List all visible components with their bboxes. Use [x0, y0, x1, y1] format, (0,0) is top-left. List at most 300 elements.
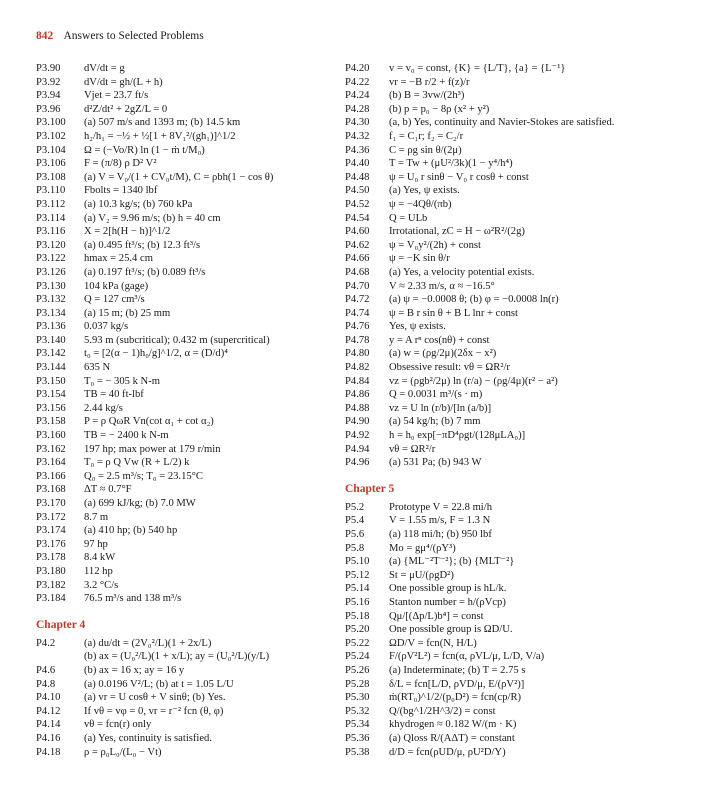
problem-number: P4.14	[36, 719, 61, 731]
answer-entry	[36, 691, 326, 705]
answer-text: dV/dt = gh/(L + h)	[84, 76, 163, 88]
answer-entry	[345, 157, 675, 171]
answer-text: ṁ(RT₀)^1/2/(p₀D²) = fcn(cp/R)	[389, 692, 522, 704]
problem-number: P4.20	[345, 63, 370, 74]
answer-text: ψ = V₀y²/(2h) + const	[389, 239, 481, 251]
answer-text: 0.037 kg/s	[84, 321, 129, 333]
answer-entry	[345, 334, 675, 348]
problem-number: P4.40	[345, 158, 370, 170]
answer-text: Q = ULb	[389, 212, 428, 224]
problem-number: P3.156	[36, 402, 66, 414]
answer-text: khydrogen ≈ 0.182 W/(m · K)	[389, 719, 517, 731]
answer-text: Stanton number = h/(ρVcp)	[389, 596, 506, 608]
answer-entry	[36, 280, 326, 294]
answer-text: hmax = 25.4 cm	[84, 253, 153, 265]
answer-entry	[36, 592, 326, 606]
problem-number: P4.6	[36, 664, 56, 676]
page-header	[36, 30, 204, 42]
answer-entry	[36, 334, 326, 348]
answer-text: Q/(bg^1/2H^3/2) = const	[389, 705, 496, 717]
answer-entry	[345, 239, 675, 253]
answer-text: Q₀ = 2.5 m³/s; T₀ = 23.15°C	[84, 470, 203, 482]
answer-text: Ω = (−Vo/R) ln (1 − ṁ t/M₀)	[84, 144, 205, 156]
answer-entry	[345, 361, 675, 375]
problem-number: P3.160	[36, 430, 66, 442]
problem-number: P4.36	[345, 144, 370, 156]
answer-text: 2.44 kg/s	[84, 402, 123, 414]
problem-number: P4.70	[345, 280, 370, 292]
problem-number: P3.162	[36, 443, 66, 455]
answer-entry	[36, 746, 326, 760]
chapter-4-heading: Chapter 4	[36, 618, 86, 631]
answer-entry	[345, 528, 675, 542]
problem-number: P5.34	[345, 719, 370, 731]
answer-entry	[36, 347, 326, 361]
problem-number: P4.28	[345, 103, 370, 115]
answer-entry	[345, 650, 675, 664]
problem-number: P5.28	[345, 678, 370, 690]
answer-entry	[36, 538, 326, 552]
answer-text: 635 N	[84, 362, 111, 374]
problem-number: P4.82	[345, 362, 370, 374]
answer-entry	[36, 184, 326, 198]
answer-entry	[36, 650, 326, 664]
answer-entry	[345, 732, 675, 746]
answer-text: 3.2 °C/s	[84, 579, 119, 591]
answer-text: (a) Indeterminate; (b) T = 2.75 s	[389, 664, 526, 676]
answer-text: (a) 54 kg/h; (b) 7 mm	[389, 416, 481, 428]
answer-text: F/(ρV²L²) = fcn(α, ρVL/μ, L/D, V/a)	[389, 651, 545, 663]
problem-number: P5.2	[345, 501, 365, 513]
answer-entry	[36, 157, 326, 171]
answer-text: ΔT ≈ 0.7°F	[84, 484, 132, 496]
answer-text: ψ = −4Qθ/(πb)	[389, 198, 452, 210]
answer-entry	[36, 470, 326, 484]
problem-number: P4.72	[345, 294, 370, 306]
answer-entry	[345, 610, 675, 624]
answer-text: ρ = ρ₀L₀/(L₀ − Vt)	[84, 746, 162, 758]
answer-entry	[345, 144, 675, 158]
answer-entry	[345, 569, 675, 583]
answer-entry	[36, 103, 326, 117]
problem-number: P3.126	[36, 266, 66, 278]
answer-entry	[36, 732, 326, 746]
answer-text: One possible group is hL/k.	[389, 583, 507, 595]
problem-number: P4.48	[345, 171, 370, 183]
answer-text: h₂/h₁ = −½ + ½[1 + 8V₁²/(gh₁)]^1/2	[84, 130, 236, 142]
answer-text: T₀ = ρ Q Vw (R + L/2) k	[84, 457, 190, 469]
problem-number: P5.12	[345, 569, 370, 581]
answer-entry	[36, 664, 326, 678]
answer-text: (a) ψ = −0.0008 θ; (b) φ = −0.0008 ln(r)	[389, 294, 559, 306]
problem-number: P3.130	[36, 280, 66, 292]
answer-text: TB = − 2400 k N-m	[84, 430, 169, 442]
problem-number: P3.112	[36, 198, 66, 210]
answer-entry	[345, 103, 675, 117]
answer-text: Q = 127 cm³/s	[84, 294, 145, 306]
problem-number: P5.18	[345, 610, 370, 622]
answer-entry	[345, 62, 675, 76]
answer-text: Vjet = 23.7 ft/s	[84, 90, 149, 102]
answer-text: vθ = ΩR²/r	[389, 443, 436, 455]
answer-entry	[345, 415, 675, 429]
problem-number: P4.32	[345, 130, 370, 142]
answer-entry	[36, 678, 326, 692]
answer-entry	[345, 664, 675, 678]
answer-entry	[36, 293, 326, 307]
answer-entry	[36, 429, 326, 443]
answer-entry	[36, 524, 326, 538]
problem-number: P5.30	[345, 692, 370, 704]
answer-text: (a) V = V₀/(1 + CV₀t/M), C = ρbh(1 − cos θ)	[84, 171, 274, 183]
problem-number: P4.78	[345, 334, 370, 346]
answer-text: (b) p = p₀ − 8ρ (x² + y²)	[389, 103, 490, 115]
problem-number: P5.32	[345, 705, 370, 717]
answer-text: Obsessive result: vθ = ΩR²/r	[389, 362, 510, 374]
problem-number: P4.66	[345, 253, 370, 265]
problem-number: P5.14	[345, 583, 370, 595]
answer-entry	[36, 456, 326, 470]
answer-text: (b) B = 3vw/(2h³)	[389, 90, 465, 102]
answer-entry	[345, 746, 675, 760]
answer-entry	[345, 225, 675, 239]
problem-number: P4.96	[345, 457, 370, 469]
answer-entry	[345, 89, 675, 103]
answer-entry	[345, 623, 675, 637]
left-column	[36, 62, 326, 759]
answer-text: vr = −B r/2 + f(z)/r	[389, 76, 470, 88]
answer-text: P = ρ QωR Vn(cot α₁ + cot α₂)	[84, 416, 214, 428]
answer-entry	[36, 62, 326, 76]
answer-entry	[345, 184, 675, 198]
problem-number: P3.166	[36, 470, 66, 482]
answer-text: d²Z/dt² + 2gZ/L = 0	[84, 103, 168, 115]
problem-number: P4.94	[345, 443, 370, 455]
answer-entry	[345, 542, 675, 556]
answer-entry	[345, 307, 675, 321]
problem-number: P3.100	[36, 117, 66, 129]
answer-entry	[345, 596, 675, 610]
answer-entry	[345, 280, 675, 294]
answer-entry	[36, 171, 326, 185]
answer-text: (a) w = (ρg/2μ)(2δx − x²)	[389, 348, 497, 360]
answer-text: (b) ax = (U₀²/L)(1 + x/L); ay = (U₀²/L)(y/L)	[84, 651, 270, 663]
answer-entry	[345, 76, 675, 90]
problem-number: P4.2	[36, 637, 56, 649]
problem-number: P4.8	[36, 678, 56, 690]
answer-text: V ≈ 2.33 m/s, α ≈ −16.5°	[389, 280, 495, 292]
problem-number: P4.16	[36, 732, 61, 744]
answer-entry	[36, 565, 326, 579]
answer-text: (a) Yes, ψ exists.	[389, 185, 460, 197]
page-number: 842	[36, 30, 54, 42]
problem-number: P4.12	[36, 705, 61, 717]
answer-entry	[36, 402, 326, 416]
answer-entry	[345, 266, 675, 280]
answer-text: TB = 40 ft-lbf	[84, 389, 144, 401]
answer-text: 104 kPa (gage)	[84, 280, 149, 292]
answer-entry	[36, 718, 326, 732]
page-title: Answers to Selected Problems	[63, 30, 204, 42]
problem-number: P4.92	[345, 430, 370, 442]
problem-number: P3.90	[36, 63, 61, 74]
problem-number: P5.16	[345, 596, 370, 608]
answer-entry	[36, 579, 326, 593]
answer-text: Mo = gμ⁴/(ρY³)	[389, 542, 456, 554]
answer-entry	[36, 483, 326, 497]
answer-entry	[345, 388, 675, 402]
problem-number: P4.74	[345, 307, 370, 319]
answer-text: (a) 0.197 ft³/s; (b) 0.089 ft³/s	[84, 266, 206, 278]
answer-text: Qμ/[(Δp/L)b⁴] = const	[389, 610, 484, 622]
answer-text: (a) V₂ = 9.96 m/s; (b) h = 40 cm	[84, 212, 221, 224]
problem-number: P4.84	[345, 375, 370, 387]
chapter-5-heading: Chapter 5	[345, 482, 395, 495]
answer-entry	[345, 116, 675, 130]
answer-text: (a) vr = U cosθ + V sinθ; (b) Yes.	[84, 692, 226, 704]
problem-number: P5.38	[345, 746, 370, 758]
problem-number: P3.174	[36, 525, 66, 537]
answer-entry	[36, 144, 326, 158]
answer-text: (a) 0.495 ft³/s; (b) 12.3 ft³/s	[84, 239, 201, 251]
problem-number: P3.110	[36, 185, 66, 197]
answer-text: ψ = B r sin θ + B L lnr + const	[389, 307, 518, 319]
problem-number: P4.68	[345, 266, 370, 278]
answer-entry	[345, 691, 675, 705]
problem-number: P3.94	[36, 90, 61, 102]
problem-number: P3.184	[36, 593, 66, 605]
answer-entry	[345, 130, 675, 144]
problem-number: P3.144	[36, 362, 66, 374]
problem-number: P5.10	[345, 556, 370, 568]
answer-text: (a) {ML⁻²T⁻²}; (b) {MLT⁻²}	[389, 556, 515, 568]
problem-number: P3.136	[36, 321, 66, 333]
answer-text: 97 hp	[84, 538, 108, 550]
answer-text: C = ρg sin θ/(2μ)	[389, 144, 462, 156]
problem-number: P4.30	[345, 117, 370, 129]
answer-text: T = Tw + (μU²/3k)(1 − y⁴/h⁴)	[389, 158, 513, 170]
answer-text: F = (π/8) ρ D² V²	[84, 158, 157, 170]
problem-number: P5.6	[345, 529, 365, 540]
answer-entry	[36, 239, 326, 253]
answer-entry	[36, 130, 326, 144]
problem-number: P3.176	[36, 538, 66, 550]
answer-entry	[345, 718, 675, 732]
answer-text: If vθ = vφ = 0, vr = r⁻² fcn (θ, φ)	[84, 705, 224, 717]
answer-text: 76.5 m³/s and 138 m³/s	[84, 593, 182, 605]
answer-entry	[345, 678, 675, 692]
problem-number: P4.62	[345, 239, 370, 251]
answer-text: (b) ax = 16 x; ay = 16 y	[84, 664, 185, 676]
problem-number: P3.132	[36, 294, 66, 306]
problem-number: P3.164	[36, 457, 66, 469]
answer-entry	[36, 307, 326, 321]
answer-text: v = v₀ = const, {K} = {L/T}, {a} = {L⁻¹}	[389, 63, 566, 74]
problem-number: P4.52	[345, 198, 370, 210]
problem-number: P4.22	[345, 76, 370, 88]
problem-number: P3.134	[36, 307, 66, 319]
answer-entry	[345, 375, 675, 389]
answer-text: vz = U ln (r/b)/[ln (a/b)]	[389, 402, 492, 414]
answer-entry	[345, 429, 675, 443]
problem-number: P3.102	[36, 130, 66, 142]
answer-entry	[345, 582, 675, 596]
answer-entry	[345, 252, 675, 266]
answer-entry	[345, 293, 675, 307]
answer-text: Prototype V = 22.8 mi/h	[389, 501, 492, 513]
answer-text: y = A rⁿ cos(nθ) + const	[389, 334, 490, 346]
problem-number: P3.172	[36, 511, 66, 523]
answer-text: Q = 0.0031 m³/(s · m)	[389, 389, 483, 401]
answer-text: (a) Yes, a velocity potential exists.	[389, 266, 535, 278]
answer-entry	[36, 266, 326, 280]
answer-entry	[36, 361, 326, 375]
answer-entry	[345, 456, 675, 470]
answer-entry	[345, 402, 675, 416]
answer-text: T₀ = − 305 k N-m	[84, 375, 160, 387]
problem-number: P4.88	[345, 402, 370, 414]
answer-entry	[345, 443, 675, 457]
problem-number: P3.120	[36, 239, 66, 251]
answer-entry	[36, 89, 326, 103]
answer-text: (a) du/dt = (2V₀²/L)(1 + 2x/L)	[84, 637, 212, 649]
problem-number: P4.86	[345, 389, 370, 401]
answer-text: (a) Yes, continuity is satisfied.	[84, 732, 212, 744]
answer-text: (a, b) Yes, continuity and Navier-Stokes are satisfied.	[389, 117, 615, 129]
problem-number: P3.154	[36, 389, 66, 401]
problem-number: P5.26	[345, 664, 370, 676]
problem-number: P3.178	[36, 552, 66, 564]
answer-text: (a) 699 kJ/kg; (b) 7.0 MW	[84, 498, 196, 509]
answer-text: ψ = −K sin θ/r	[389, 253, 450, 265]
answer-entry	[36, 415, 326, 429]
problem-number	[36, 650, 84, 664]
problem-number: P5.8	[345, 542, 365, 554]
problem-number: P4.76	[345, 321, 370, 333]
problem-number: P4.50	[345, 185, 370, 197]
problem-number: P3.96	[36, 103, 61, 115]
answer-entry	[345, 705, 675, 719]
answer-entry	[345, 637, 675, 651]
answer-text: (a) 0.0196 V²/L; (b) at t = 1.05 L/U	[84, 678, 234, 690]
answer-text: St = μU/(ρgD²)	[389, 569, 454, 581]
answer-text: (a) 531 Pa; (b) 943 W	[389, 457, 482, 469]
answer-text: h = h₀ exp[−πD⁴ρgt/(128μLA₀)]	[389, 430, 526, 442]
problem-number: P3.170	[36, 498, 66, 509]
answer-entry	[345, 171, 675, 185]
answer-entry	[36, 637, 326, 651]
answer-entry	[345, 501, 675, 515]
answer-text: (a) 15 m; (b) 25 mm	[84, 307, 171, 319]
answer-text: ψ = U₀ r sinθ − V₀ r cosθ + const	[389, 171, 529, 183]
problem-number: P3.158	[36, 416, 66, 428]
answer-entry	[345, 320, 675, 334]
answer-entry	[36, 388, 326, 402]
answer-text: Irrotational, zC = H − ω²R²/(2g)	[389, 226, 525, 238]
answer-entry	[36, 76, 326, 90]
answer-entry	[36, 225, 326, 239]
problem-number: P3.104	[36, 144, 66, 156]
problem-number: P3.122	[36, 253, 66, 265]
answer-text: (a) Qloss R/(AΔT) = constant	[389, 732, 515, 744]
answer-text: 197 hp; max power at 179 r/min	[84, 443, 221, 455]
problem-number: P4.24	[345, 90, 370, 102]
problem-number: P4.54	[345, 212, 370, 224]
answer-entry	[345, 514, 675, 528]
answer-entry	[36, 212, 326, 226]
problem-number: P4.90	[345, 416, 370, 428]
answer-text: (a) 10.3 kg/s; (b) 760 kPa	[84, 198, 193, 210]
problem-number: P3.116	[36, 226, 66, 238]
answer-text: 8.4 kW	[84, 552, 116, 564]
answer-entry	[36, 705, 326, 719]
answer-entry	[36, 198, 326, 212]
answer-entry	[36, 116, 326, 130]
answer-text: dV/dt = g	[84, 63, 125, 74]
answer-text: vθ = fcn(r) only	[84, 719, 152, 731]
answer-entry	[36, 375, 326, 389]
answer-entry	[36, 252, 326, 266]
answer-text: δ/L = fcn[L/D, ρVD/μ, E/(ρV²)]	[389, 678, 525, 690]
problem-number: P5.22	[345, 637, 370, 649]
answer-text: 112 hp	[84, 565, 113, 577]
answer-entry	[36, 497, 326, 511]
answer-text: vz = (ρgb²/2μ) ln (r/a) − (ρg/4μ)(r² − a²)	[389, 375, 558, 387]
problem-number: P3.142	[36, 348, 66, 360]
answer-text: X = 2[h(H − h)]^1/2	[84, 226, 171, 238]
problem-number: P3.182	[36, 579, 66, 591]
answer-text: Fbolts = 1340 lbf	[84, 185, 158, 197]
answer-entry	[345, 555, 675, 569]
answer-text: f₁ = C₁r; f₂ = C₂/r	[389, 130, 464, 142]
problem-number: P4.80	[345, 348, 370, 360]
problem-number: P3.114	[36, 212, 66, 224]
answer-text: t₀ = [2(α − 1)h₀/g]^1/2, α = (D/d)⁴	[84, 348, 228, 360]
problem-number: P3.180	[36, 565, 66, 577]
answer-text: 5.93 m (subcritical); 0.432 m (supercritical)	[84, 334, 270, 346]
answer-entry	[36, 551, 326, 565]
problem-number: P4.18	[36, 746, 61, 758]
answer-entry	[36, 511, 326, 525]
answer-text: (a) 410 hp; (b) 540 hp	[84, 525, 178, 537]
problem-number: P4.60	[345, 226, 370, 238]
answer-text: One possible group is ΩD/U.	[389, 624, 513, 636]
answer-text: (a) 507 m/s and 1393 m; (b) 14.5 km	[84, 117, 241, 129]
answer-entry	[345, 212, 675, 226]
answer-entry	[345, 347, 675, 361]
problem-number: P5.4	[345, 515, 365, 527]
answer-text: 8.7 m	[84, 511, 109, 523]
answer-text: Yes, ψ exists.	[389, 321, 446, 333]
problem-number: P3.92	[36, 76, 61, 88]
answer-entry	[36, 443, 326, 457]
answer-text: ΩD/V = fcn(N, H/L)	[389, 637, 477, 649]
problem-number: P3.140	[36, 334, 66, 346]
answer-entry	[36, 320, 326, 334]
problem-number: P4.10	[36, 692, 61, 704]
answer-text: V = 1.55 m/s, F = 1.3 N	[389, 515, 491, 527]
problem-number: P3.106	[36, 158, 66, 170]
answer-text: d/D = fcn(ρUD/μ, ρU²D/Y)	[389, 746, 506, 758]
problem-number: P3.108	[36, 171, 66, 183]
problem-number: P5.36	[345, 732, 370, 744]
answer-text: (a) 118 mi/h; (b) 950 lbf	[389, 529, 492, 540]
problem-number: P3.150	[36, 375, 66, 387]
problem-number: P5.20	[345, 624, 370, 636]
problem-number: P5.24	[345, 651, 370, 663]
right-column	[345, 62, 675, 759]
problem-number: P3.168	[36, 484, 66, 496]
